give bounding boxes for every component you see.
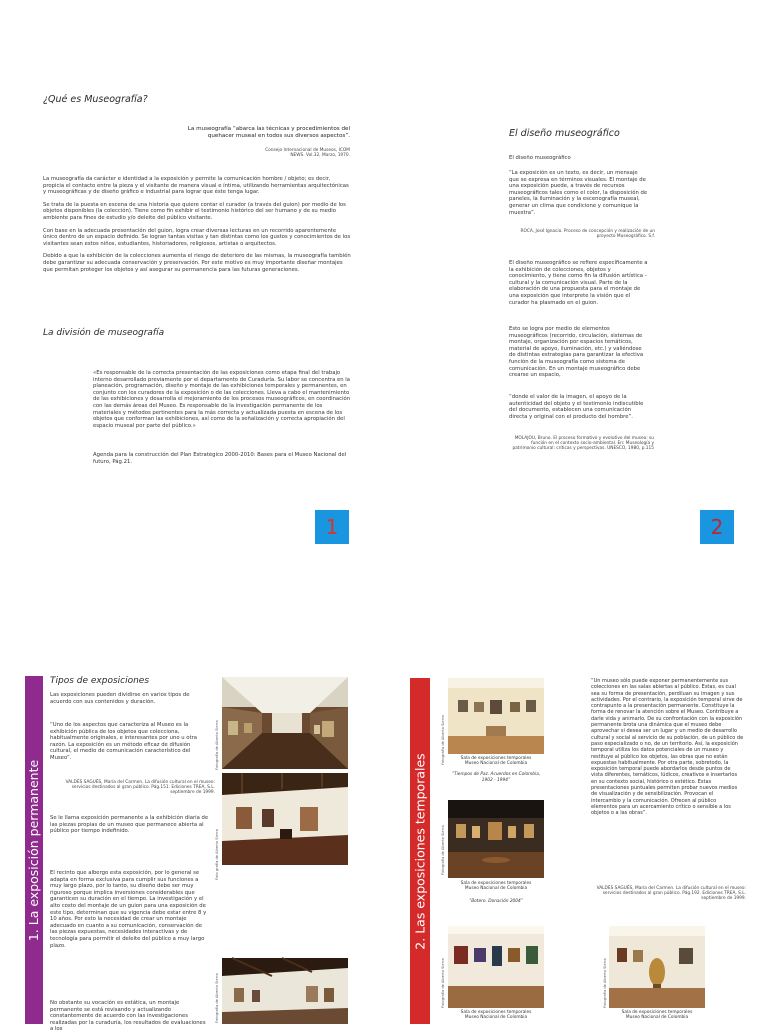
caption-4-line-2: Museo Nacional de Colombia [625,1015,689,1021]
gallery-corridor-photo [222,677,348,769]
permanent-exhibition-bar-label: 1. La exposición permanente [26,759,42,941]
page3-title: Tipos de exposiciones [50,676,150,686]
caption-3 [448,1010,544,1020]
botero-donacion-photo [448,800,544,878]
temporary-exhibitions-bar-label: 2. Las exposiciones temporales [412,752,428,950]
page2-paragraph-1: El diseño museográfico se refiere específicamente a la exhibición de colecciones, objetos y conocimiento, y tiene como fin la difusión artística - cultural y la comunicación visual. Parte de la elaboración de una propuesta para el montaje de una exposición que interprete la visión que el curador ha plasmado en el guion. [509,260,648,306]
gallery-corridor-image [222,677,348,769]
page3-quote-source: VALDÉS SAGUÉS, María del Carmen. La difusión cultural en el museo: servicios destinados al gran público. Pág.151. Ediciones TREA, S.L. septiembre de 1999. [65,780,215,796]
page1-division-source: Agenda para la construcción del Plan Estratégico 2000-2010: Bases para el Museo Nacional del futuro, Pág.21. [93,452,347,465]
page3-paragraph-1: Se le llama exposición permanente a la exhibición diaria de las piezas propias de un museo que permanece abierta al público por tiempo indefinido. [50,815,209,835]
botero-donacion-image [448,800,544,878]
gallery-hall-photo [222,958,348,1024]
page4-photo-credit-4: Fotografía de Alberto Sierra [603,958,607,1008]
caption-4 [609,1010,705,1020]
page1-subtitle: La división de museografía [43,328,165,338]
page1-body [43,176,351,273]
page3-intro: Las exposiciones pueden dividirse en varios tipos de acuerdo con sus contenidos y duración. [50,692,190,705]
gallery-hall-image [222,958,348,1024]
caption-4-line-1: Sala de exposiciones temporales [621,1010,693,1015]
photo-credit-2: Foto grafía de Alberto Sierra [215,829,219,880]
caption-3-line-2: Museo Nacional de Colombia [464,1015,528,1021]
caption-1-title: “Tiempos de Paz. Acuerdos en Colombia, 1902 - 1994” [451,772,541,783]
page1-title: ¿Qué es Museografía? [43,94,148,105]
temporary-room-image-4 [609,926,705,1008]
caption-1 [448,756,544,783]
page1-paragraph-4: Debido a que la exhibición de la colecciones aumenta el riesgo de deterioro de las mismas, la museografía también debe garantizar su adecuada conservación y preservación. Por este motivo es muy importante diseñar montajes que permitan proteger los objetos y así asegurar su permanencia para las futuras generaciones. [43,253,351,273]
temporary-room-photo-4 [609,926,705,1008]
tiempos-de-paz-image [448,678,544,754]
page2-heading: El diseño museográfico [509,155,571,161]
caption-2-line-2: Museo Nacional de Colombia [464,886,528,892]
page-number-1 [315,510,349,544]
temporary-room-image-3 [448,926,544,1008]
page1-paragraph-1: La museografía da carácter e identidad a la exposición y permite la comunicación hombre / objeto; es decir, propicia el contacto entre la pieza y el visitante de manera visual e íntima, utilizando herramientas arquitectónicas y museográficas y de diseño gráfico e industrial para lograr que éste tenga lugar. [43,176,349,196]
caption-2-title: “Botero. Donación 2004” [469,899,523,905]
page2-quote-2: “donde el valor de la imagen, el apoyo de la autenticidad del objeto y el testimonio indiscutible del documento, establecen una comunicación directa y original con el producto del hombre”. [509,394,644,420]
page2-quote-2-source: MOLAJOU, Bruno. El proceso formativo y evolutivo del museo: su función en el contexto socio-ambiental. En: Museología y patrimonio cultural: críticas y perspectivas. UNESCO, 1980, p.115 [512,436,654,452]
temporary-room-photo-3 [448,926,544,1008]
gallery-room-image [222,773,348,865]
page3-paragraph-3: No obstante su vocación es estática, un montaje permanente se está revisando y actualizando constantemente de acuerdo con las investigaciones realizadas por la curaduría, los resultados de evaluaciones a los [50,1000,206,1033]
temporary-exhibitions-bar [410,678,430,1024]
page2-title: El diseño museográfico [509,128,620,139]
page-number-2 [700,510,734,544]
caption-1-line-2: Museo Nacional de Colombia [464,761,528,767]
page4-photo-credit-1: Fotografía de Alberto Sierra [441,715,445,765]
page4-quote-source: VALDÉS SAGUÉS, María del Carmen. La difusión cultural en el museo: servicios destinados al gran público. Pág.192. Ediciones TREA, S.L. septiembre de 1999. [596,886,746,902]
caption-3-line-1: Sala de exposiciones temporales [460,1010,532,1015]
page-number-2-label: 2 [710,515,724,539]
caption-2 [448,881,544,905]
photo-credit-3: Fotografía de Alberto Sierra [215,973,219,1023]
permanent-exhibition-bar [25,676,43,1024]
page4-quote: “Un museo sólo puede exponer permanentemente sus colecciones en las salas abiertas al público. Estas, es cual sea su forma de presentación, perdiluan su imagen y sus actividades. Por el contrario, la exposición temporal sirve de contrapunto a la presentación permanente. Constituye la forma de renovar la atención sobre el Museo. Contribuye a darle vida y animarlo. De su confrontación con la exposición permanente brota una dinámica que el museo debe aprovechar si desea ser un lugar y un medio de desarrollo cultural y social al servicio de su población, de un público de paso especializado o no, de un territorio. Así, la exposición temporal utiliza los datos potenciales de un museo y restituye al público los objetos, las obras que no están expuestas habitualmente. Por otra parte, sobretodo, la exposición temporal puede abordarlos desde puntos de vista diferentes, temáticos, lúdicos, creativos e insertarlos en su contexto social, histórico o estético. Estas presentaciones puntuales permiten probar nuevos medios de visualización y de sensibilización. Provocan el intercambio y la comunicación. Ofrecen al público elementos para un acercamiento crítico o sensible a los objetos o a las obras”. [591,678,744,817]
page2-quote-1: “La exposición es un texto, es decir, un mensaje que se expresa en términos visuales. El montaje de una exposición puede, a través de recursos museográficos tales como el color, la disposición de paneles, la iluminación y la escenografía museal, generar un clima que condicione y comunique la muestra”. [509,170,648,216]
page1-paragraph-2: Se trata de la puesta en escena de una historia que quiere contar el curador (a través del guion) por medio de los objetos disponibles (la colección). Tiene como fin exhibir el testimonio histórico del ser humano y de su medio ambiente para fines de estudio y/o deleite del público visitante. [43,201,346,221]
page2-quote-1-source: ROCA, José Ignacio. Proceso de concepción y realización de un proyecto Museográfico. S.f. [520,229,655,240]
page1-quote-source: Consejo Internacional de Museos, ICOM NEWS. Vol.32, Marzo, 1970. [265,148,350,159]
tiempos-de-paz-photo [448,678,544,754]
page1-division-quote: «Es responsable de la correcta presentación de las exposiciones como etapa final del trabajo interno desarrollado previamente por el departamento de Curaduría. Su labor se concentra en la planeación, programación, diseño y montaje de las exhibiciones temporales y permanentes, en conjunto con los curadores de la exposición o de las colecciones. Lleva a cabo el mantenimiento de las exhibiciones y desarrolla el mejoramiento de los procesos museográficos, en coordinación con las demás áreas del Museo. Es responsable de la investigación permanente de los materiales y métodos pertinentes para la más correcta y actualizada puesta en escena de los objetos que conforman las exhibiciones, así como de la señalización y correcta apropiación del espacio museal por parte del público.» [93,370,351,429]
page1-paragraph-3: Con base en la adecuada presentación del guion, logra crear diversas lecturas en un recorrido aparentemente único dentro de un espacio definido. Se logran tantas visitas y tan distintas como los gustos y conocimientos de los visitantes sean estos niños, estudiantes, historiadores, religiosos, artistas o arquitectos. [43,227,351,247]
page3-paragraph-2: El recinto que albergo esta exposición, por lo general se adapta en forma exclusiva para cumplir sus funciones a muy largo plazo, por lo tanto, su diseño debe ser muy riguroso porque implica inversiones considerables que garanticen su duración en el tiempo. La investigación y el alto costo del montaje de un guion para una exposición de este tipo, determinan que su vigencia debe estar entre 8 y 10 años. Por esto la necesidad de crear un montaje adecuado en cuanto a su comunicación, conservación de las piezas expuestas, necesidades interactivas y de tecnología para permitir el deleite del público a muy largo plazo. [50,870,207,949]
page3-quote: “Uno de los aspectos que caracteriza al Museo es la exhibición pública de los objetos que colecciona, habitualmente originales, e interesantes por uno u otra razón. La exposición es un método eficaz de difusión cultural, el medio de comunicación característico del Museo”. [50,722,198,761]
page-number-1-label: 1 [325,515,339,539]
caption-1-line-1: Sala de exposiciones temporales [460,756,532,761]
page2-paragraph-2: Esto se logra por medio de elementos museográficos (recorrido, circulación, sistemas de montaje, organización por espacios temáticos, material de apoyo, iluminación, etc.) y valiéndose de distintas estrategias para garantizar la efectiva función de la museografía como sistema de comunicación. En un montaje museográfico debe crearse un espacio, [509,326,644,379]
page1-quote: La museografía “abarca las técnicas y procedimientos del quehacer museal en todos sus diversos aspectos”. [187,126,350,139]
page4-photo-credit-2: Fotografía de Alberto Sierra [441,825,445,875]
photo-credit-1: Fotografía de Alberto Sierra [215,720,219,770]
gallery-room-photo [222,773,348,865]
page4-photo-credit-3: Fotografía de Alberto Sierra [441,958,445,1008]
caption-2-line-1: Sala de exposiciones temporales [460,881,532,886]
